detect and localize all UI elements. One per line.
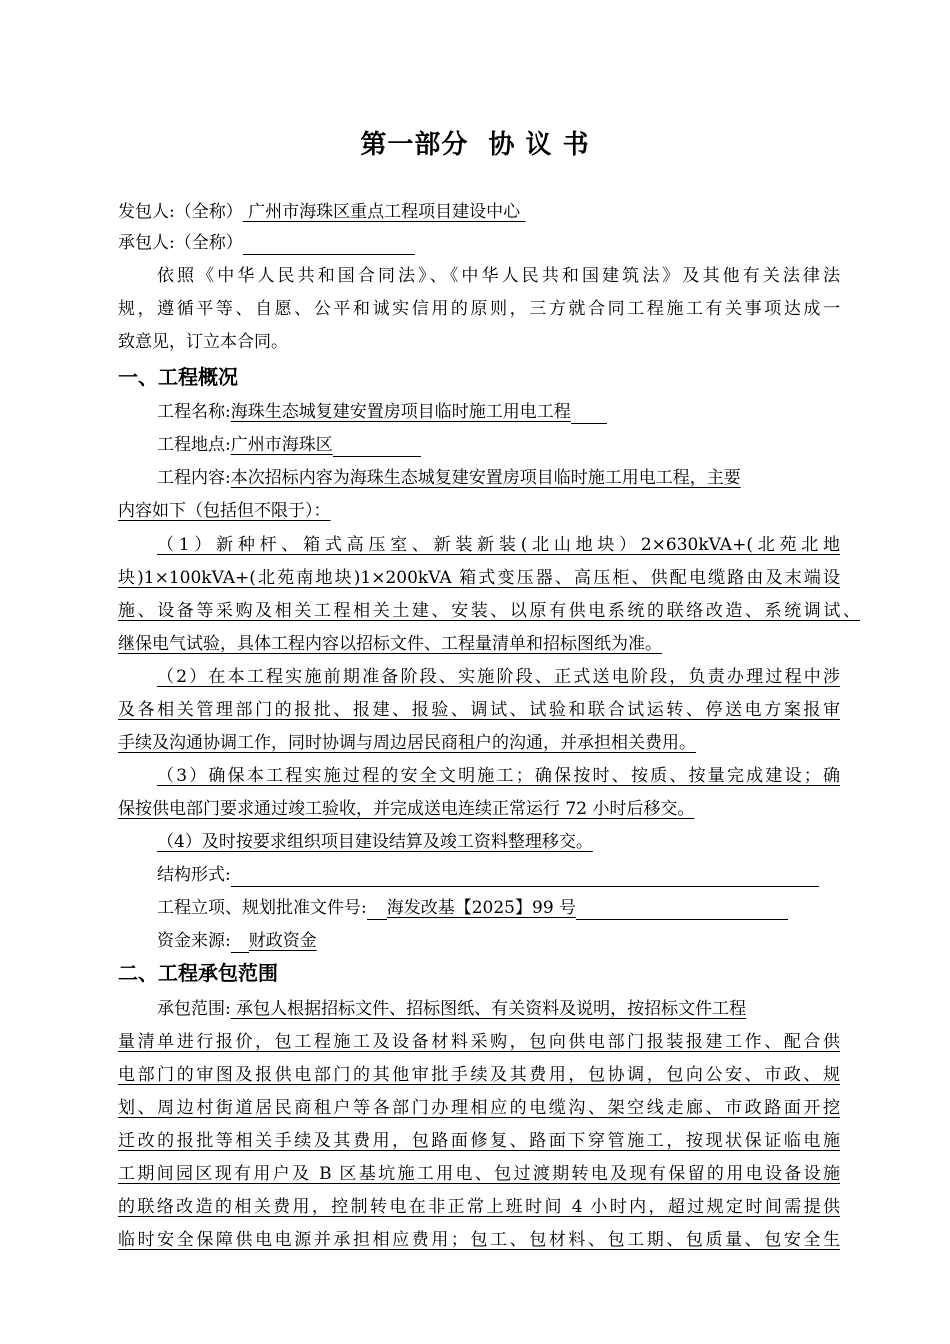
scope-line-6: 工期间园区现有用户及 B 区基坑施工用电、包过渡期转电及现有保留的用电设备设施 — [118, 1164, 840, 1184]
employer-line — [118, 200, 526, 224]
scope-line-5: 迁改的报批等相关手续及其费用，包路面修复、路面下穿管施工，按现状保证临电施 — [118, 1131, 840, 1151]
contractor-line — [118, 231, 415, 255]
approval-number: 海发改基【2025】99 号 — [386, 898, 577, 918]
project-content-label: 工程内容: — [157, 468, 231, 488]
scope-label: 承包范围: — [157, 999, 231, 1019]
fund-source: 财政资金 — [248, 931, 317, 951]
structure-blank[interactable] — [231, 867, 819, 887]
scope-line-2: 量清单进行报价，包工程施工及设备材料采购，包向供电部门报装报建工作、配合供 — [118, 1032, 840, 1052]
item1-line-3: 施、设备等采购及相关工程相关土建、安装、以原有供电系统的联络改造、系统调试、 — [118, 601, 860, 621]
structure-label: 结构形式: — [157, 865, 231, 885]
scope-line-7: 的联络改造的相关费用，控制转电在非正常上班时间 4 小时内，超过规定时间需提供 — [118, 1197, 840, 1217]
page-title: 第一部分 协 议 书 — [360, 130, 590, 160]
scope-line-1 — [157, 997, 746, 1021]
section-heading-scope: 二、工程承包范围 — [118, 961, 278, 985]
scope-line-3: 电部门的审图及报供电部门的其他审批手续及其费用，包协调，包向公安、市政、规 — [118, 1065, 840, 1085]
approval-label: 工程立项、规划批准文件号: — [157, 898, 367, 918]
contractor-name-blank[interactable] — [243, 235, 415, 255]
scope-text: 承包人根据招标文件、招标图纸、有关资料及说明，按招标文件工程 — [230, 999, 747, 1019]
project-site-label: 工程地点: — [157, 435, 231, 455]
item4-line: （4）及时按要求组织项目建设结算及竣工资料整理移交。 — [157, 832, 593, 852]
scope-line-8: 临时安全保障供电电源并承担相应费用；包工、包材料、包工期、包质量、包安全生 — [118, 1230, 840, 1250]
project-content-text: 本次招标内容为海珠生态城复建安置房项目临时施工用电工程，主要 — [230, 468, 741, 488]
item1-line-4: 继保电气试验，具体工程内容以招标文件、工程量清单和招标图纸为准。 — [118, 634, 662, 654]
project-content-line-1 — [157, 466, 741, 490]
project-site-value: 广州市海珠区 — [230, 435, 333, 455]
contractor-label: 承包人:（全称） — [118, 233, 243, 253]
item2-line-2: 及各相关管理部门的报批、报建、报验、调试、试验和联合试运转、停送电方案报审 — [118, 700, 840, 720]
item2-line-1: （2）在本工程实施前期准备阶段、实施阶段、正式送电阶段，负责办理过程中涉 — [157, 667, 840, 687]
scope-line-4: 划、周边村街道居民商租户等各部门办理相应的电缆沟、架空线走廊、市政路面开挖 — [118, 1098, 840, 1118]
item2-line-3: 手续及沟通协调工作，同时协调与周边居民商租户的沟通，并承担相关费用。 — [118, 733, 696, 753]
preamble-line-1: 依照《中华人民共和国合同法》、《中华人民共和国建筑法》及其他有关法律法 — [157, 266, 840, 286]
project-name-line — [157, 400, 607, 424]
project-content-line-2: 内容如下（包括但不限于）： — [118, 501, 331, 521]
structure-line — [157, 863, 819, 887]
fund-label: 资金来源: — [157, 931, 231, 951]
item1-line-1: （1）新种杆、箱式高压室、新装新装(北山地块）2×630kVA+(北苑北地 — [157, 535, 840, 555]
preamble-line-3: 致意见，订立本合同。 — [118, 332, 288, 352]
item3-line-1: （3）确保本工程实施过程的安全文明施工；确保按时、按质、按量完成建设；确 — [157, 766, 840, 786]
project-name-label: 工程名称: — [157, 402, 231, 422]
section-heading-overview: 一、工程概况 — [118, 365, 238, 389]
approval-line — [157, 896, 788, 920]
preamble-line-2: 规，遵循平等、自愿、公平和诚实信用的原则，三方就合同工程施工有关事项达成一 — [118, 299, 840, 319]
employer-name: 广州市海珠区重点工程项目建设中心 — [242, 202, 526, 222]
fund-line — [157, 929, 317, 953]
employer-label: 发包人:（全称） — [118, 202, 243, 222]
item1-line-2: 块)1×100kVA+(北苑南地块)1×200kVA 箱式变压器、高压柜、供配电缆路由及末端设 — [118, 568, 840, 588]
project-site-line — [157, 433, 421, 457]
project-name-value: 海珠生态城复建安置房项目临时施工用电工程 — [230, 402, 571, 422]
item3-line-2: 保按供电部门要求通过竣工验收，并完成送电连续正常运行 72 小时后移交。 — [118, 799, 695, 819]
